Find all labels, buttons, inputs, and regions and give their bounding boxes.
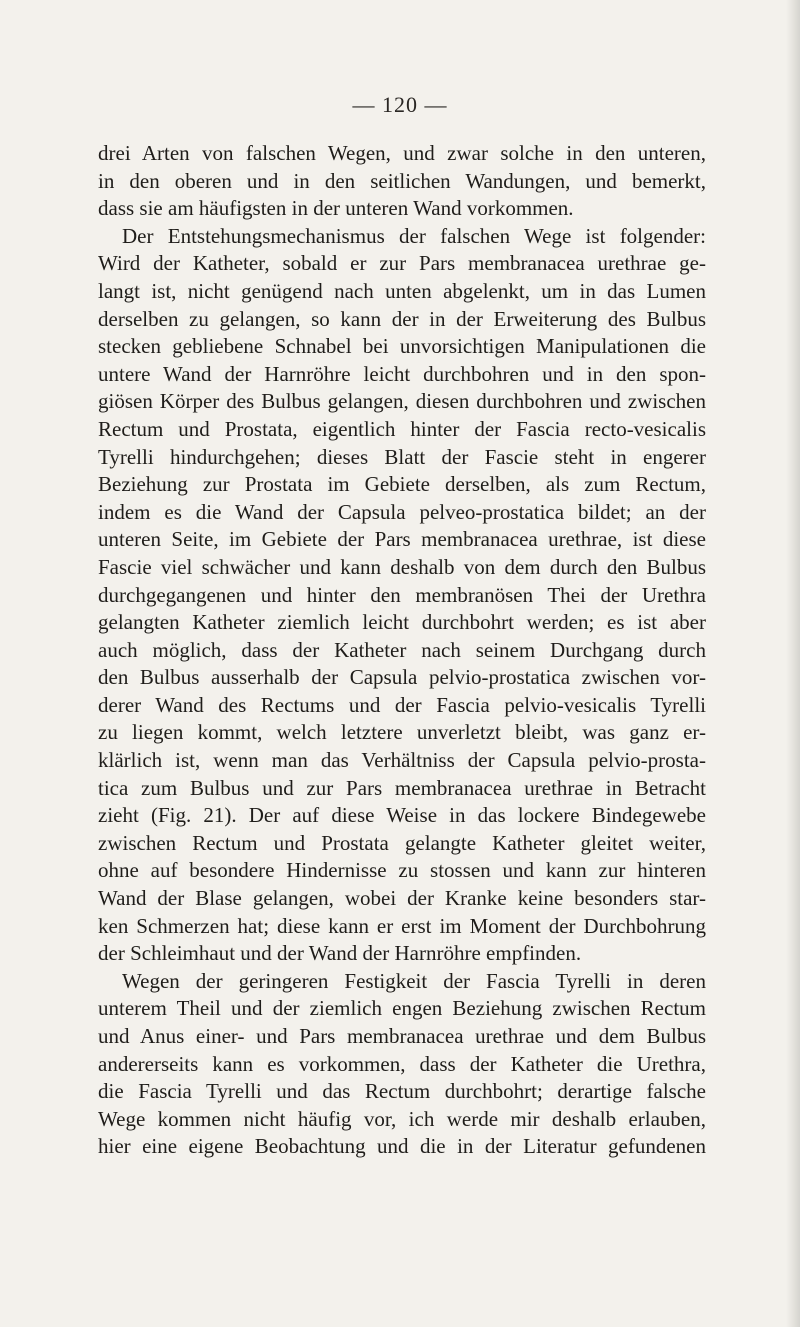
text-line: ohne auf besondere Hindernisse zu stossen und kann zur hinteren: [98, 858, 706, 883]
text-line: klärlich ist, wenn man das Verhältniss der Capsula pelvio-prosta-: [98, 748, 706, 773]
text-line: auch möglich, dass der Katheter nach seinem Durchgang durch: [98, 637, 706, 662]
text-line: gelangten Katheter ziemlich leicht durchbohrt werden; es ist aber: [98, 610, 706, 635]
page-number: — 120 —: [352, 92, 448, 117]
text-line: langt ist, nicht genügend nach unten abgelenkt, um in das Lumen: [98, 278, 706, 303]
text-line: zwischen Rectum und Prostata gelangte Katheter gleitet weiter,: [98, 830, 706, 855]
text-line: den Bulbus ausserhalb der Capsula pelvio-prostatica zwischen vor-: [98, 665, 706, 690]
text-line: Wegen der geringeren Festigkeit der Fascia Tyrelli in deren: [122, 968, 706, 993]
text-line: giösen Körper des Bulbus gelangen, diesen durchbohren und zwischen: [98, 389, 706, 414]
text-line: hier eine eigene Beobachtung und die in der Literatur gefundenen: [98, 1134, 706, 1159]
text-line: durchgegangenen und hinter den membranösen Thei der Urethra: [98, 582, 706, 607]
text-line: Rectum und Prostata, eigentlich hinter der Fascia recto-vesicalis: [98, 416, 706, 441]
text-line: stecken gebliebene Schnabel bei unvorsichtigen Manipulationen die: [98, 334, 706, 359]
text-line: andererseits kann es vorkommen, dass der Katheter die Urethra,: [98, 1051, 706, 1076]
text-line: derer Wand des Rectums und der Fascia pelvio-vesicalis Tyrelli: [98, 692, 706, 717]
text-line: tica zum Bulbus und zur Pars membranacea urethrae in Betracht: [98, 775, 706, 800]
text-line: die Fascia Tyrelli und das Rectum durchbohrt; derartige falsche: [98, 1079, 706, 1104]
text-line: drei Arten von falschen Wegen, und zwar solche in den unteren,: [98, 141, 706, 165]
text-line: Wand der Blase gelangen, wobei der Kranke keine besonders star-: [98, 886, 706, 911]
text-line: Der Entstehungsmechanismus der falschen Wege ist folgender:: [122, 223, 706, 248]
text-line: Fascie viel schwächer und kann deshalb von dem durch den Bulbus: [98, 554, 706, 579]
text-line: unterem Theil und der ziemlich engen Beziehung zwischen Rectum: [98, 996, 706, 1021]
text-line: ken Schmerzen hat; diese kann er erst im Moment der Durchbohrung: [98, 913, 706, 938]
text-line: in den oberen und in den seitlichen Wandungen, und bemerkt,: [98, 168, 706, 193]
body-text: [98, 140, 706, 1161]
text-line: Tyrelli hindurchgehen; dieses Blatt der Fascie steht in engerer: [98, 444, 706, 469]
page-edge-shadow: [786, 0, 800, 1327]
text-line: dass sie am häufigsten in der unteren Wand vorkommen.: [98, 196, 574, 221]
text-line: der Schleimhaut und der Wand der Harnröhre empfinden.: [98, 941, 582, 966]
text-line: zieht (Fig. 21). Der auf diese Weise in das lockere Bindegewebe: [98, 803, 706, 828]
text-line: und Anus einer- und Pars membranacea urethrae und dem Bulbus: [98, 1024, 706, 1048]
text-line: unteren Seite, im Gebiete der Pars membranacea urethrae, ist diese: [98, 527, 706, 552]
text-line: zu liegen kommt, welch letztere unverletzt bleibt, was ganz er-: [98, 720, 706, 745]
text-line: Beziehung zur Prostata im Gebiete derselben, als zum Rectum,: [98, 472, 706, 497]
text-line: untere Wand der Harnröhre leicht durchbohren und in den spon-: [98, 361, 706, 386]
text-line: derselben zu gelangen, so kann der in der Erweiterung des Bulbus: [98, 306, 706, 331]
text-line: indem es die Wand der Capsula pelveo-prostatica bildet; an der: [98, 499, 706, 524]
text-line: Wird der Katheter, sobald er zur Pars membranacea urethrae ge-: [98, 251, 706, 276]
text-line: Wege kommen nicht häufig vor, ich werde mir deshalb erlauben,: [98, 1106, 706, 1131]
